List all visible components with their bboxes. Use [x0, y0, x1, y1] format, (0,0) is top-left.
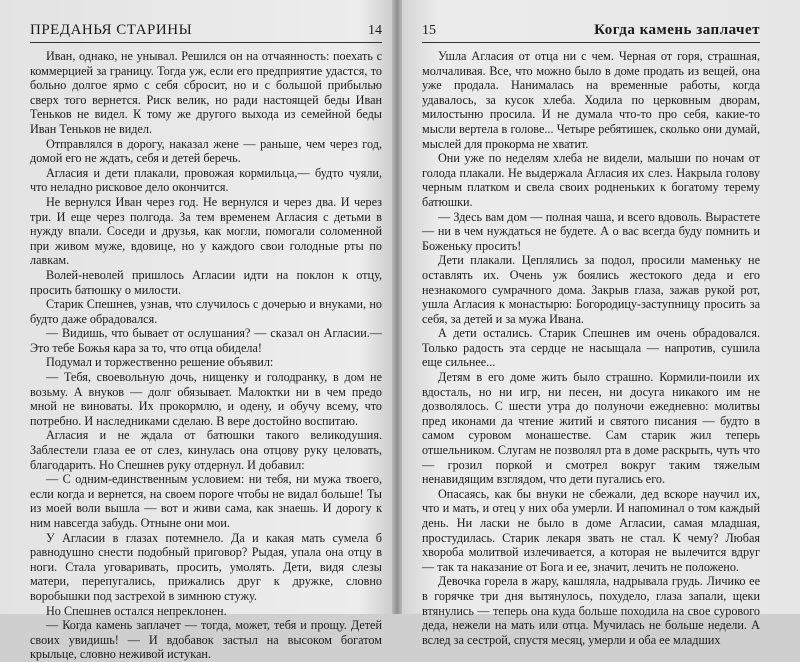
left-page [0, 0, 392, 662]
paragraph: Отправлялся в дорогу, наказал жене — раньше, чем через год, домой его не ждать, себя и детей беречь. [30, 136, 382, 166]
paragraph: Волей-неволей пришлось Агласии идти на поклон к отцу, просить батюшку о милости. [30, 267, 382, 297]
book-gutter [392, 0, 402, 614]
paragraph: Они уже по неделям хлеба не видели, малыши по ночам от голода плакали. Не выдержала Агласия их слез. Накрыла голову черным платком и свела своих родненьких к богатому терему батюшки. [422, 151, 760, 209]
paragraph: Подумал и торжественно решение объявил: [46, 355, 274, 370]
right-page [402, 0, 800, 647]
paragraph: А дети остались. Старик Спешнев им очень обрадовался. Только радость эта сердце не насыщала — напротив, сушила еще сильнее... [422, 326, 760, 370]
paragraph: Не вернулся Иван через год. Не вернулся и через два. И через три. И еще через полгода. За тем временем Агласия с детьми в нужду впали. Соседи и друзья, как могли, помогали соломенной при живом муже, вдовице, но у каждого свои голодные рты по лавкам. [30, 194, 382, 268]
paragraph: — Тебя, своевольную дочь, нищенку и голодранку, в дом не возьму. А внуков — долг обязывает. Малоктки ни в чем предо мной не виноваты. Их прокормлю, и одену, и обучу всему, что потребно. И наследниками сделаю. В вере достойно воспитаю. [30, 370, 382, 428]
paragraph: — Когда камень заплачет — тогда, может, тебя и прощу. Детей своих увидишь! — И вдобавок застыл на высоком богатом крыльце, словно неживой истукан. [30, 618, 382, 662]
paragraph: Девочка горела в жару, кашляла, надрывала грудь. Личико ее в горячке три дня вытянулось, похудело, глаза запали, щеки втянулись — теперь она куда больше походила на свое сурового деда, нежели на мать или отца. Мучилась не больше недели. А вслед за сестрой, спустя месяц, умерли и оба ее младших [422, 574, 760, 647]
right-running-title: Когда камень заплачет [594, 22, 760, 38]
paragraph: Опасаясь, как бы внуки не сбежали, дед вскоре научил их, что и мать, и отец у них оба умерли. И напоминал о том каждый день. Ни ласки не было в доме Агласии, самая младшая, простудилась. Старик лекаря звать не стал. К чему? Любая хвороба молитвой излечивается, а которая не вылечится вдруг — так та наказание от Бога и ее, значит, лечить не положено. [422, 486, 760, 574]
paragraph: Детям в его доме жить было страшно. Кормили-поили их вдосталь, но ни игр, ни песен, ни досуга никакого им не дозволялось. С шести утра до полуночи ежедневно: молитвы пред иконами да чтение житий и святого писания — будто в самом суровом монашестве. Сам старик жил теперь отшельником. Слугам не позволял рта в доме раскрыть, чуть что — грозил поркой и смотрел вокруг таким тяжелым ненавидящим взглядом, что дети пугались его. [422, 370, 760, 487]
paragraph: Но Спешнев остался непреклонен. [46, 603, 227, 618]
paragraph: Дети плакали. Цеплялись за подол, просили маменьку не оставлять их. Очень уж боялись жестокого деда и его незнакомого сумрачного дома. Закрыв глаза, зажав рукой рот, ушла Агласия к монастырю: Богородицу-заступницу просить за себя, за детей и за мужа Ивана. [422, 253, 760, 326]
paragraph: Ушла Агласия от отца ни с чем. Черная от горя, страшная, молчаливая. Все, что можно было в доме продать из вещей, она уже продала. Нанималась на временные работы, когда удавалось, за кусок хлеба. Ходила по церковным дворам, милостыню просила. И не думала что-то про себя, какие-то мысли вертела в голове... Четыре ребятишек, сколько они думай, мыслей для прокорма не хватит. [422, 49, 760, 151]
left-page-text [30, 49, 382, 662]
right-running-head [422, 22, 760, 43]
right-page-number: 15 [422, 23, 436, 38]
paragraph: Агласия и дети плакали, провожая кормильца,— будто чуяли, что неладно рисковое дело окончится. [30, 165, 382, 195]
paragraph: У Агласии в глазах потемнело. Да и какая мать сумела б равнодушно снести подобный приговор? Рыдая, упала она отцу в ноги. Стала уговаривать, просить, умолять. Дети, видя слезы матери, перепугались, прижались друг к дружке, словно воробышки под застрехой в зимнюю стужу. [30, 530, 382, 603]
paragraph: Агласия и не ждала от батюшки такого великодушия. Заблестели глаза ее от слез, кинулась она отцову руку целовать, благодарить. Но Спешнев руку отдернул. И добавил: [30, 428, 382, 472]
left-running-head [30, 22, 382, 43]
left-page-number: 14 [368, 23, 382, 38]
paragraph: Иван, однако, не унывал. Решился он на отчаянность: поехать с коммерцией за границу. Тогда уж, если его предприятие удастся, то больно долгое ярмо с себя сбросит, но и с большой прибылью сверх того вернется. Риск велик, но ради настоящей беды Иван Теньков не видел. К тому же другого выхода из семейной беды Иван Теньков не видел. [30, 49, 382, 136]
paragraph: Старик Спешнев, узнав, что случилось с дочерью и внуками, но будто даже обрадовался. [30, 297, 382, 326]
paragraph: — С одним-единственным условием: ни тебя, ни мужа твоего, если когда и вернется, на своем пороге чтобы не видал больше! Ты из моей воли вышла — вот и живи сама, как знаешь. И дорогу к ним навсегда забудь. Отныне они мои. [30, 472, 382, 530]
paragraph: — Здесь вам дом — полная чаша, и всего вдоволь. Вырастете — ни в чем нуждаться не будете. А о вас всегда буду помнить и Боженьку просить! [422, 209, 760, 253]
paragraph: — Видишь, что бывает от ослушания? — сказал он Агласии.— Это тебе Божья кара за то, что отца обидела! [30, 326, 382, 355]
right-page-text [422, 49, 760, 647]
left-running-title: ПРЕДАНЬЯ СТАРИНЫ [30, 22, 193, 38]
